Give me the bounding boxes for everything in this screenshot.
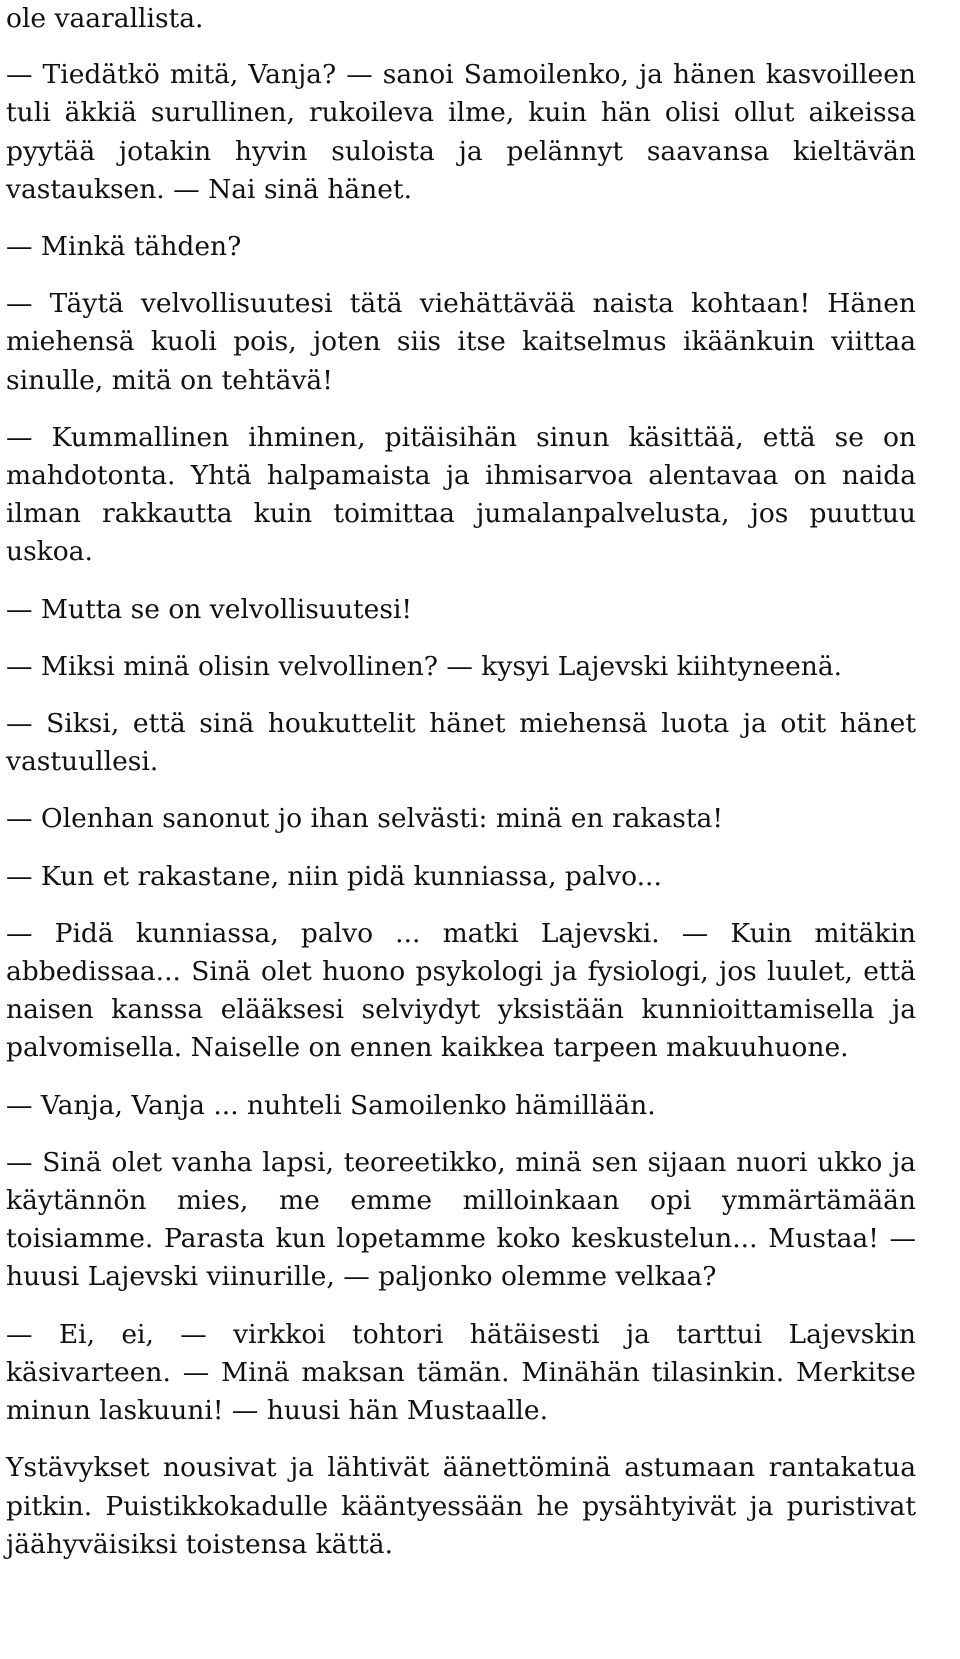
document-page xyxy=(6,0,916,1583)
paragraph-12: — Vanja, Vanja ... nuhteli Samoilenko hämillään. xyxy=(6,1089,656,1121)
paragraph-9: — Olenhan sanonut jo ihan selvästi: minä en rakasta! xyxy=(6,803,723,835)
paragraph-13: — Sinä olet vanha lapsi, teoreetikko, minä sen sijaan nuori ukko ja käytännön mies, me emme milloinkaan opi ymmärtämään toisiamme. Parasta kun lopetamme koko keskustelun... Mustaa! — huusi Lajevski viinurille, — paljonko olemme velkaa? xyxy=(6,1146,916,1293)
paragraph-4: — Täytä velvollisuutesi tätä viehättävää naista kohtaan! Hänen miehensä kuoli pois, joten siis itse kaitselmus ikäänkuin viittaa sinulle, mitä on tehtävä! xyxy=(6,288,916,396)
paragraph-6: — Mutta se on velvollisuutesi! xyxy=(6,593,413,625)
paragraph-15: Ystävykset nousivat ja lähtivät äänettöminä astumaan rantakatua pitkin. Puistikkokadulle kääntyessään he pysähtyivät ja puristivat jäähyväisiksi toistensa kättä. xyxy=(6,1452,916,1560)
paragraph-11: — Pidä kunniassa, palvo ... matki Lajevski. — Kuin mitäkin abbedissaa... Sinä olet huono psykologi ja fysiologi, jos luulet, että naisen kanssa elääksesi selviydyt yksistään kunnioittamisella ja palvomisella. Naiselle on ennen kaikkea tarpeen makuuhuone. xyxy=(6,917,916,1064)
paragraph-10: — Kun et rakastane, niin pidä kunniassa, palvo... xyxy=(6,860,662,892)
paragraph-3: — Minkä tähden? xyxy=(6,231,242,263)
paragraph-5: — Kummallinen ihminen, pitäisihän sinun käsittää, että se on mahdotonta. Yhtä halpamaista ja ihmisarvoa alentavaa on naida ilman rakkautta kuin toimittaa jumalanpalvelusta, jos puuttuu uskoa. xyxy=(6,421,916,568)
paragraph-8: — Siksi, että sinä houkuttelit hänet miehensä luota ja otit hänet vastuullesi. xyxy=(6,708,916,778)
paragraph-14: — Ei, ei, — virkkoi tohtori hätäisesti ja tarttui Lajevskin käsivarteen. — Minä maksan tämän. Minähän tilasinkin. Merkitse minun laskuuni! — huusi hän Mustaalle. xyxy=(6,1318,916,1427)
paragraph-1: ole vaarallista. xyxy=(6,3,204,34)
paragraph-2: — Tiedätkö mitä, Vanja? — sanoi Samoilenko, ja hänen kasvoilleen tuli äkkiä surullinen, rukoileva ilme, kuin hän olisi ollut aikeissa pyytää jotakin hyvin suloista ja pelännyt saavansa kieltävän vastauksen. — Nai sinä hänet. xyxy=(6,59,916,205)
paragraph-7: — Miksi minä olisin velvollinen? — kysyi Lajevski kiihtyneenä. xyxy=(6,650,843,682)
